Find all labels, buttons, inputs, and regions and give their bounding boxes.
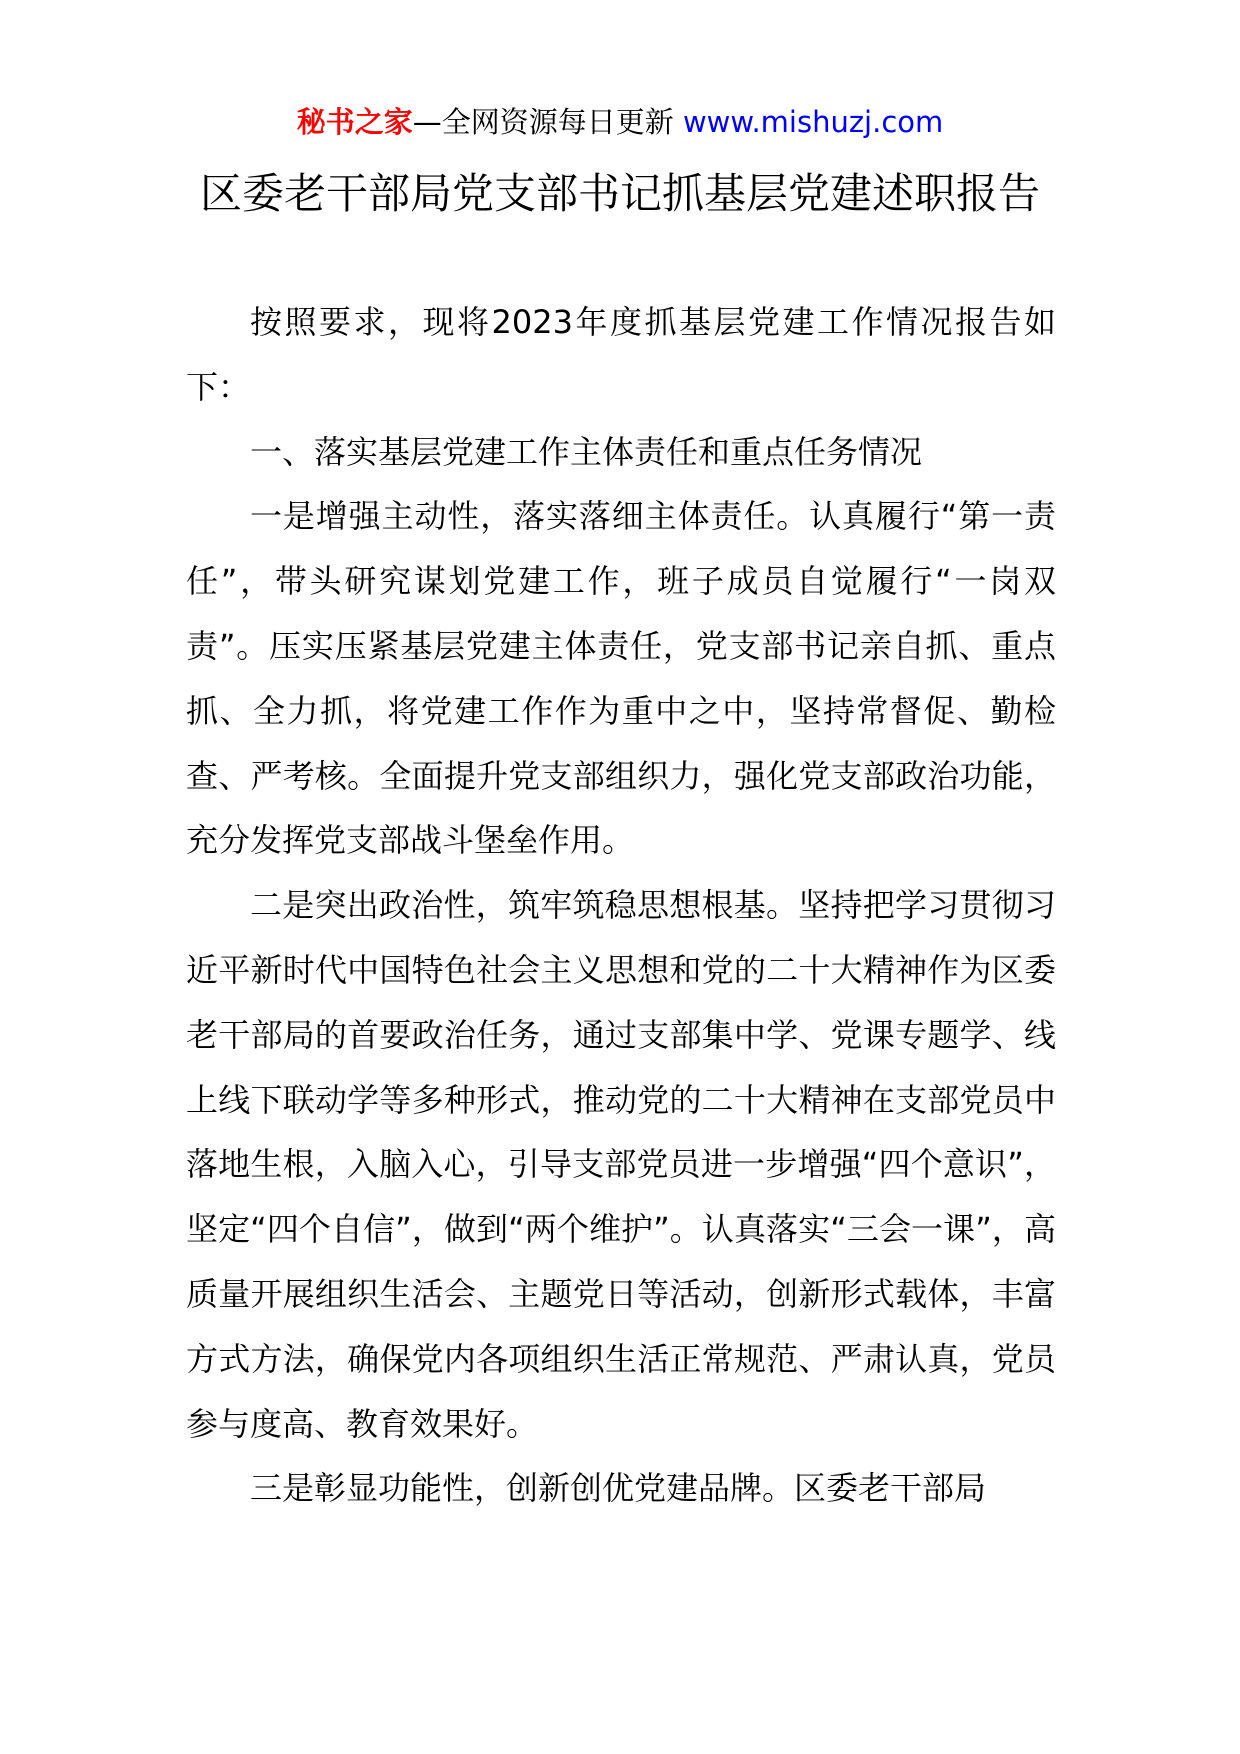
intro-paragraph: 按照要求，现将2023年度抓基层党建工作情况报告如下： [186,303,1056,406]
body-paragraph: 一是增强主动性，落实落细主体责任。认真履行“第一责任”，带头研究谋划党建工作，班子成员自觉履行“一岗双责”。压实压紧基层党建主体责任，党支部书记亲自抓、重点抓、全力抓，将党建工作作为重中之中，坚持常督促、勤检查、严考核。全面提升党支部组织力，强化党支部政治功能，充分发挥党支部战斗堡垒作用。 [186,497,1056,860]
site-url-link[interactable]: www.mishuzj.com [682,105,944,139]
document-title: 区委老干部局党支部书记抓基层党建述职报告 [199,169,1040,218]
site-header [0,102,1240,142]
site-slogan: —全网资源每日更新 [412,105,674,139]
document-body [186,290,1056,1521]
body-paragraph: 三是彰显功能性，创新创优党建品牌。区委老干部局 [250,1469,987,1508]
brand-name: 秘书之家 [296,105,413,139]
section-heading: 一、落实基层党建工作主体责任和重点任务情况 [250,432,923,471]
body-paragraph: 二是突出政治性，筑牢筑稳思想根基。坚持把学习贯彻习近平新时代中国特色社会主义思想和党的二十大精神作为区委老干部局的首要政治任务，通过支部集中学、党课专题学、线上线下联动学等多种形式，推动党的二十大精神在支部党员中落地生根，入脑入心，引导支部党员进一步增强“四个意识”，坚定“四个自信”，做到“两个维护”。认真落实“三会一课”，高质量开展组织生活会、主题党日等活动，创新形式载体，丰富方式方法，确保党内各项组织生活正常规范、严肃认真，党员参与度高、教育效果好。 [186,886,1056,1443]
